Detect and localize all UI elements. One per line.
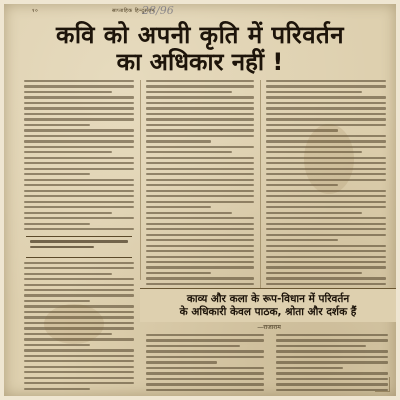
body-text-line [146, 356, 264, 358]
body-text-line [24, 184, 134, 186]
body-text-line [276, 350, 388, 352]
body-text-line [266, 234, 386, 236]
body-text-line [146, 334, 264, 336]
body-text-line [24, 284, 134, 286]
body-text-line [24, 118, 134, 120]
body-text-line [146, 361, 217, 363]
body-text-line [146, 239, 254, 241]
body-text-line [24, 371, 134, 373]
body-text-line [24, 300, 90, 302]
body-text-line [24, 102, 134, 104]
body-text-line [24, 360, 134, 362]
body-text-line [146, 146, 254, 148]
body-text-line [266, 245, 386, 247]
body-text-line [146, 102, 254, 104]
body-text-line [146, 151, 232, 153]
body-text-line [24, 223, 90, 225]
body-text-line [266, 96, 386, 98]
body-text-line [24, 124, 90, 126]
column-divider [140, 80, 141, 280]
body-text-line [266, 102, 386, 104]
body-text-line [266, 91, 362, 93]
body-text-line [146, 162, 254, 164]
headline [14, 22, 386, 76]
body-text-line [146, 261, 254, 263]
body-text-line [24, 262, 134, 264]
body-text-line [276, 339, 388, 341]
body-text-line [146, 372, 264, 374]
body-text-line [146, 389, 264, 391]
masthead [32, 7, 376, 17]
body-text-line [266, 201, 386, 203]
body-text-line [146, 96, 254, 98]
body-text-line [24, 157, 134, 159]
body-text-line [146, 107, 254, 109]
body-text-line [24, 206, 134, 208]
body-text-line [266, 261, 386, 263]
body-text-line [24, 146, 134, 148]
body-text-line [24, 113, 134, 115]
body-text-line [266, 212, 362, 214]
body-text-line [146, 80, 254, 82]
body-text-line [146, 256, 254, 258]
body-text-line [276, 345, 366, 347]
byline: —राजाराम [257, 324, 281, 331]
body-text-line [24, 382, 134, 384]
page-number: १० [32, 8, 39, 14]
body-text-line [146, 201, 254, 203]
body-text-line [146, 378, 264, 380]
body-text-line [266, 239, 338, 241]
body-text-line [266, 228, 386, 230]
paper-fold-corner [375, 377, 390, 392]
body-text-line [146, 85, 254, 87]
body-text-line [266, 250, 386, 252]
body-text-line [146, 367, 264, 369]
body-text-line [24, 278, 134, 280]
body-text-line [24, 162, 134, 164]
body-text-line [276, 361, 388, 363]
body-text-line [266, 195, 386, 197]
body-text-line [266, 277, 386, 279]
body-text-line [24, 267, 134, 269]
body-text-line [146, 339, 264, 341]
body-text-line [276, 356, 388, 358]
body-text-line [24, 107, 134, 109]
body-text-line [146, 118, 254, 120]
body-text-line [24, 168, 134, 170]
body-text-line [266, 272, 362, 274]
subheading-line-2: के अधिकारी केवल पाठक, श्रोता और दर्शक हैं [179, 306, 357, 318]
body-text-line [24, 212, 112, 214]
body-text-line [266, 223, 386, 225]
pull-quote-text-line [30, 246, 94, 249]
body-text-line [24, 228, 134, 230]
pull-quote-text-line [30, 240, 128, 243]
body-text-line [276, 367, 343, 369]
body-text-line [24, 294, 134, 296]
body-text-line [146, 223, 254, 225]
newspaper-clipping [4, 4, 396, 396]
article-column-middle [146, 80, 254, 286]
body-text-line [24, 388, 90, 390]
body-text-line [146, 350, 264, 352]
body-text-line [146, 245, 254, 247]
body-text-line [24, 217, 134, 219]
headline-line-1: कवि को अपनी कृति में परिवर्तन [55, 21, 345, 49]
body-text-line [266, 266, 386, 268]
body-text-line [146, 272, 211, 274]
body-text-line [24, 140, 134, 142]
body-text-line [146, 190, 254, 192]
body-text-line [276, 383, 388, 385]
body-text-line [24, 173, 90, 175]
body-text-line [266, 283, 386, 285]
body-text-line [266, 113, 386, 115]
body-text-line [146, 113, 254, 115]
body-text-line [146, 173, 254, 175]
subheading-line-1: काव्य और कला के रूप-विधान में परिवर्तन [186, 293, 350, 305]
body-text-line [146, 345, 240, 347]
body-text-line [24, 355, 134, 357]
body-text-line [266, 80, 386, 82]
column-divider [260, 80, 261, 288]
body-text-line [146, 124, 254, 126]
body-text-line [146, 217, 254, 219]
paper-stain [304, 124, 354, 194]
body-text-line [24, 195, 134, 197]
body-text-line [146, 250, 254, 252]
body-text-line [276, 334, 388, 336]
body-text-line [24, 289, 134, 291]
body-text-line [266, 206, 386, 208]
body-text-line [24, 179, 134, 181]
body-text-line [276, 389, 388, 391]
body-text-line [24, 151, 112, 153]
body-text-line [146, 383, 264, 385]
newspaper-name: साप्ताहिक हिन्दुस्तान [112, 8, 155, 14]
body-text-line [146, 129, 254, 131]
body-text-line [276, 372, 388, 374]
body-text-line [24, 85, 134, 87]
article-column-lower-right [276, 334, 388, 392]
body-text-line [146, 266, 254, 268]
body-text-line [266, 107, 386, 109]
body-text-line [146, 168, 254, 170]
body-text-line [146, 283, 254, 285]
subheading [140, 288, 396, 322]
body-text-line [24, 344, 90, 346]
body-text-line [146, 184, 254, 186]
body-text-line [146, 179, 254, 181]
body-text-line [24, 129, 134, 131]
body-text-line [146, 228, 254, 230]
body-text-line [24, 80, 134, 82]
headline-line-2: का अधिकार नहीं ! [116, 48, 284, 76]
body-text-line [266, 217, 386, 219]
body-text-line [146, 195, 254, 197]
body-text-line [24, 349, 134, 351]
body-text-line [146, 140, 211, 142]
body-text-line [24, 366, 134, 368]
body-text-line [146, 135, 254, 137]
handwritten-annotation: 28/96 [142, 4, 174, 17]
body-text-line [146, 91, 232, 93]
body-text-line [146, 277, 254, 279]
paper-stain [44, 304, 104, 344]
body-text-line [146, 234, 254, 236]
pull-quote [26, 236, 132, 258]
body-text-line [24, 135, 134, 137]
body-text-line [24, 91, 112, 93]
article-column-lower-middle [146, 334, 264, 392]
body-text-line [266, 256, 386, 258]
body-text-line [24, 273, 112, 275]
body-text-line [24, 201, 134, 203]
body-text-line [146, 212, 232, 214]
body-text-line [24, 96, 134, 98]
body-text-line [24, 190, 134, 192]
body-text-line [146, 157, 254, 159]
body-text-line [146, 206, 211, 208]
body-text-line [266, 118, 386, 120]
body-text-line [266, 85, 386, 87]
body-text-line [276, 378, 388, 380]
body-text-line [24, 377, 134, 379]
